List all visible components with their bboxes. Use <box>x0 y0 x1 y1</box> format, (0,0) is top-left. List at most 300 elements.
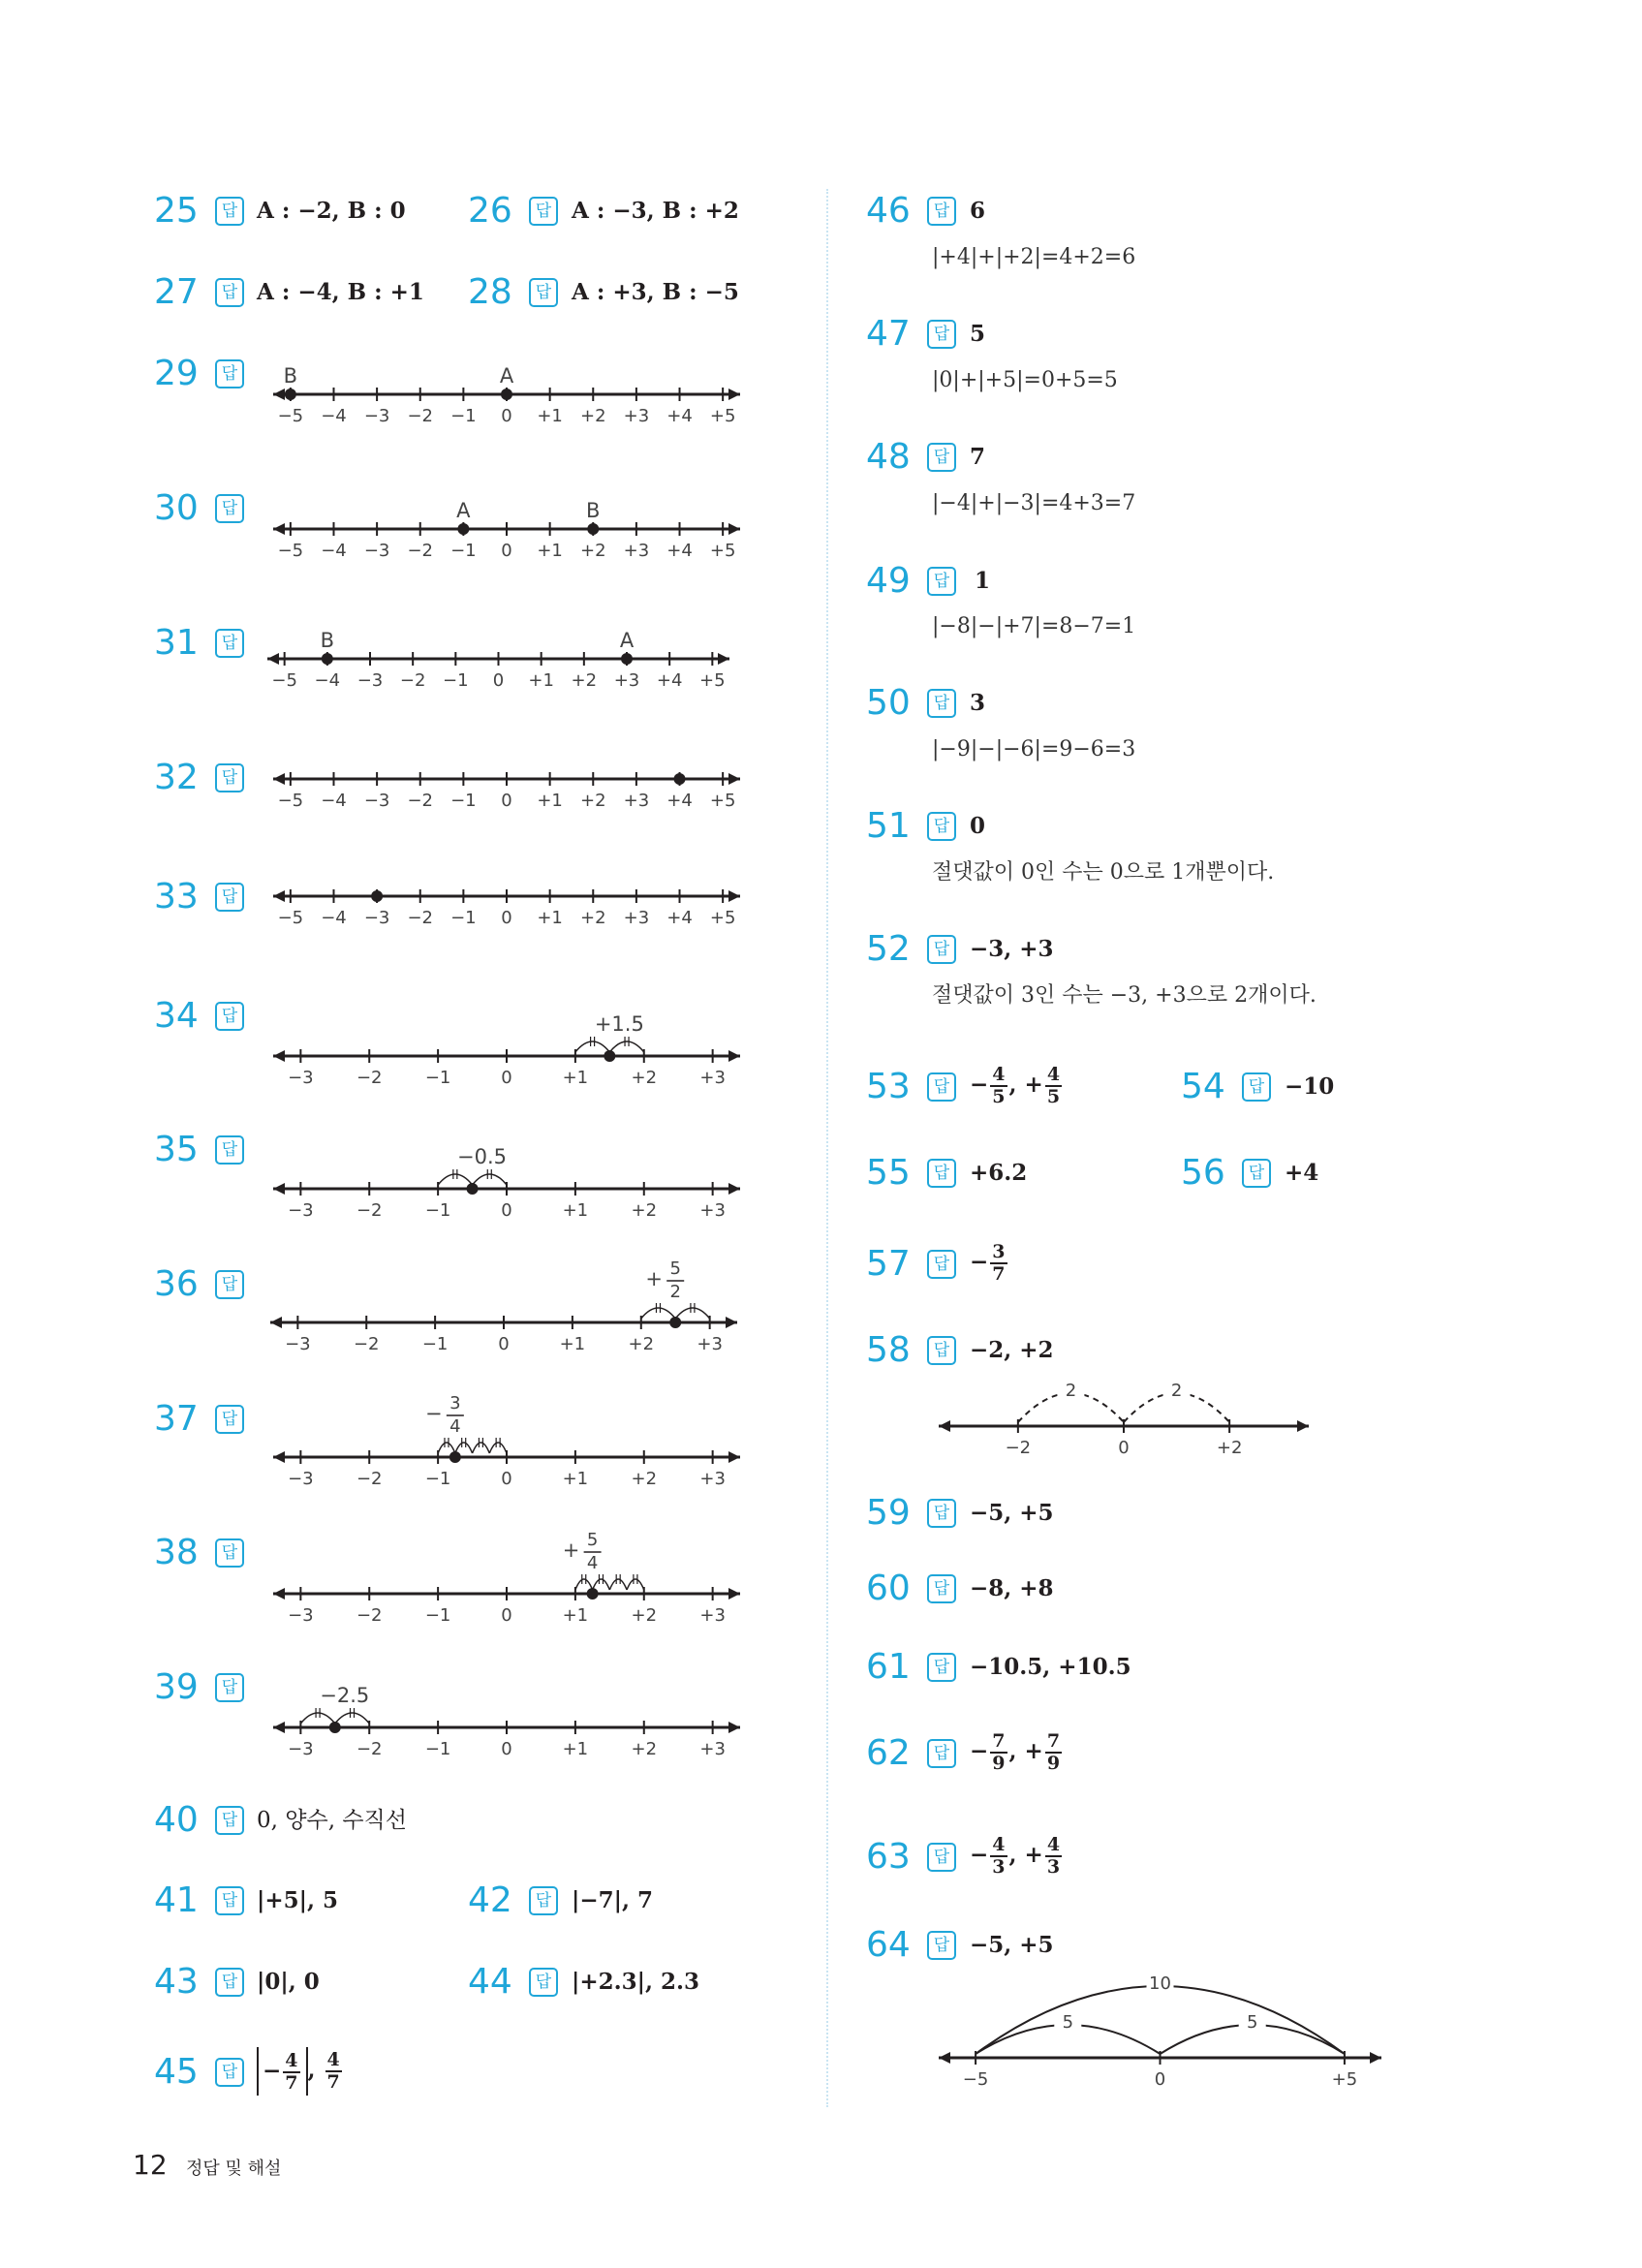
point-label: −2.5 <box>320 1684 370 1707</box>
point-label: B <box>283 364 298 388</box>
axis-arrow-left <box>273 1588 285 1600</box>
page-number: 12 <box>133 2149 168 2181</box>
axis-arrow-left <box>273 388 285 400</box>
answer-tag: 답 <box>927 1336 956 1365</box>
denominator: 9 <box>1046 1753 1061 1774</box>
tick-label: −3 <box>356 670 384 691</box>
answer-tag: 답 <box>215 1002 244 1031</box>
denominator: 5 <box>992 1086 1006 1107</box>
answer-text: 6 <box>970 198 986 224</box>
denominator: 3 <box>1046 1856 1061 1878</box>
problem-number: 32 <box>154 758 199 797</box>
tick-label: −2 <box>356 1469 383 1489</box>
point-dot <box>285 388 296 400</box>
answer-text: −10 <box>1285 1073 1335 1100</box>
answer-tag: 답 <box>927 812 956 841</box>
point-dot <box>604 1050 615 1062</box>
sign: + <box>1024 1738 1043 1764</box>
explanation: |0|+|+5|=0+5=5 <box>932 368 1118 392</box>
equal-part-arc <box>593 1579 610 1590</box>
problem-number: 42 <box>468 1880 512 1920</box>
tick-label: +2 <box>631 1200 658 1221</box>
tick-label: −1 <box>421 1334 449 1354</box>
problem-number: 55 <box>866 1153 911 1193</box>
equal-part-arc <box>575 1579 593 1590</box>
tick-label: +1 <box>537 541 563 561</box>
tick-label: +2 <box>579 908 606 928</box>
tick-label: 0 <box>501 406 512 426</box>
tick-label: +5 <box>709 791 736 811</box>
tick-label: +1 <box>537 908 563 928</box>
tick-label: −4 <box>321 908 347 928</box>
problem-number: 35 <box>154 1130 199 1169</box>
point-label: −0.5 <box>457 1145 508 1168</box>
tick-label: 0 <box>492 670 505 691</box>
point-label: B <box>586 499 601 522</box>
problem-number: 58 <box>866 1330 911 1370</box>
tick-label: +4 <box>666 791 693 811</box>
answer-text <box>970 1240 1009 1285</box>
tick-label: −5 <box>277 541 304 561</box>
tick-label: −3 <box>363 908 390 928</box>
tick-label: 0 <box>501 1068 512 1088</box>
tick-label: −1 <box>424 1739 451 1759</box>
tick-label: 0 <box>501 791 512 811</box>
tick-label: +2 <box>579 406 606 426</box>
point-label: B <box>320 629 335 652</box>
sign: − <box>263 2058 282 2084</box>
tick-label: +1 <box>562 1068 589 1088</box>
explanation: |+4|+|+2|=4+2=6 <box>932 245 1136 269</box>
tick-label: −2 <box>356 1739 383 1759</box>
problem-number: 31 <box>154 623 199 663</box>
tick-label: +2 <box>1216 1438 1243 1458</box>
problem-number: 64 <box>866 1925 911 1965</box>
sign: + <box>1024 1072 1043 1098</box>
sign: − <box>970 1249 989 1275</box>
tick-label: 0 <box>501 1605 512 1626</box>
number-line-64 <box>925 1973 1395 2102</box>
tick-label: −1 <box>450 406 477 426</box>
answer-tag: 답 <box>927 197 956 226</box>
sign: − <box>970 1072 989 1098</box>
arc-label: 2 <box>1170 1381 1183 1401</box>
problem-number: 50 <box>866 683 911 723</box>
number-line-33 <box>260 862 754 940</box>
problem-number: 47 <box>866 314 911 354</box>
tick-label: −5 <box>277 791 304 811</box>
answer-tag: 답 <box>215 1538 244 1568</box>
tick-label: +1 <box>562 1469 589 1489</box>
axis-arrow-right <box>728 388 740 400</box>
number-line-36 <box>257 1258 751 1356</box>
point-dot <box>449 1451 461 1463</box>
tick-label: −3 <box>363 541 390 561</box>
number-line-35 <box>260 1135 754 1221</box>
answer-tag: 답 <box>927 1653 956 1682</box>
point-dot <box>329 1722 341 1733</box>
answer-text: 7 <box>970 444 986 470</box>
number-line-31 <box>254 625 743 702</box>
answer-tag: 답 <box>927 320 956 349</box>
answer-tag: 답 <box>927 567 956 596</box>
tick-label: −1 <box>424 1068 451 1088</box>
answer-tag: 답 <box>529 1968 558 1997</box>
point-dot <box>587 523 599 535</box>
tick-label: −2 <box>356 1605 383 1626</box>
answer-text: −10.5, +10.5 <box>970 1654 1131 1680</box>
answer-tag: 답 <box>215 1886 244 1915</box>
point-label: +1.5 <box>594 1012 644 1036</box>
tick-label: +1 <box>562 1200 589 1221</box>
tick-label: 0 <box>1118 1438 1130 1458</box>
tick-label: +2 <box>628 1334 655 1354</box>
problem-number: 60 <box>866 1569 911 1608</box>
answer-text: −5, +5 <box>970 1932 1054 1958</box>
answer-tag: 답 <box>215 1968 244 1997</box>
tick-label: −5 <box>277 406 304 426</box>
answer-text: −3, +3 <box>970 936 1054 962</box>
tick-label: +3 <box>699 1469 726 1489</box>
point-label-numerator: 3 <box>449 1393 461 1414</box>
tick-label: −3 <box>288 1068 314 1088</box>
answer-text: A : −3, B : +2 <box>572 198 739 224</box>
answer-tag: 답 <box>215 883 244 912</box>
tick-label: −3 <box>288 1469 314 1489</box>
tick-label: +2 <box>579 791 606 811</box>
tick-label: +1 <box>562 1605 589 1626</box>
axis-arrow-left <box>270 1317 282 1328</box>
separator: , <box>307 2057 324 2083</box>
answer-text: 1 <box>975 568 991 594</box>
numerator: 3 <box>992 1241 1006 1262</box>
problem-number: 25 <box>154 191 199 231</box>
point-label-denominator: 2 <box>669 1282 681 1302</box>
tick-label: +2 <box>579 541 606 561</box>
explanation: |−9|−|−6|=9−6=3 <box>932 737 1136 761</box>
answer-tag: 답 <box>927 1931 956 1960</box>
answer-tag: 답 <box>215 359 244 388</box>
problem-number: 46 <box>866 191 911 231</box>
problem-number: 57 <box>866 1244 911 1284</box>
problem-number: 37 <box>154 1399 199 1439</box>
tick-label: −2 <box>356 1068 383 1088</box>
answer-tag: 답 <box>927 1072 956 1102</box>
tick-label: +3 <box>699 1068 726 1088</box>
tick-label: +3 <box>623 406 650 426</box>
tick-label: −1 <box>424 1469 451 1489</box>
answer-text <box>970 1729 1064 1774</box>
tick-label: +3 <box>623 908 650 928</box>
tick-label: −3 <box>285 1334 311 1354</box>
answer-tag: 답 <box>529 197 558 226</box>
tick-label: −2 <box>399 670 426 691</box>
answer-text: +6.2 <box>970 1160 1028 1186</box>
equal-part-arc <box>675 1308 709 1319</box>
point-dot <box>371 890 383 902</box>
problem-number: 49 <box>866 561 911 601</box>
tick-label: −3 <box>288 1200 314 1221</box>
tick-label: −4 <box>321 541 347 561</box>
tick-label: +1 <box>537 791 563 811</box>
tick-label: −2 <box>407 791 434 811</box>
denominator: 7 <box>992 1263 1006 1285</box>
fraction <box>1045 1731 1062 1774</box>
problem-number: 27 <box>154 272 199 312</box>
point-label: A <box>499 364 514 388</box>
problem-number: 56 <box>1181 1153 1225 1193</box>
answer-text <box>257 2046 344 2096</box>
explanation: |−4|+|−3|=4+3=7 <box>932 491 1136 515</box>
equal-part-arc <box>641 1308 675 1319</box>
answer-text: |−7|, 7 <box>572 1887 654 1913</box>
point-label: A <box>456 499 471 522</box>
point-dot <box>669 1317 681 1328</box>
answer-tag: 답 <box>215 278 244 307</box>
numerator: 4 <box>285 2050 298 2071</box>
denominator: 7 <box>326 2071 340 2093</box>
problem-number: 48 <box>866 437 911 477</box>
answer-tag: 답 <box>215 1135 244 1165</box>
denominator: 3 <box>992 1856 1006 1878</box>
problem-number: 62 <box>866 1733 911 1773</box>
tick-label: +1 <box>559 1334 586 1354</box>
fraction <box>283 2051 299 2094</box>
point-label-denominator: 4 <box>586 1553 599 1573</box>
point-dot <box>587 1588 599 1600</box>
answer-tag: 답 <box>927 1843 956 1872</box>
answer-tag: 답 <box>215 197 244 226</box>
tick-label: +3 <box>699 1605 726 1626</box>
equal-part-arc <box>455 1443 473 1453</box>
answer-tag: 답 <box>529 1886 558 1915</box>
axis-arrow-left <box>267 653 279 665</box>
fraction <box>1045 1065 1062 1107</box>
tick-label: 0 <box>501 908 512 928</box>
answer-text: 3 <box>970 690 986 716</box>
answer-tag: 답 <box>927 1739 956 1768</box>
answer-text <box>970 1833 1064 1878</box>
tick-label: +2 <box>631 1605 658 1626</box>
axis-arrow-right <box>1297 1420 1309 1432</box>
tick-label: −2 <box>353 1334 380 1354</box>
axis-arrow-right <box>728 1183 740 1195</box>
tick-label: +1 <box>537 406 563 426</box>
answer-text: +4 <box>1285 1160 1319 1186</box>
fraction <box>990 1835 1007 1878</box>
number-line-29 <box>260 360 754 438</box>
tick-label: −5 <box>277 908 304 928</box>
problem-number: 43 <box>154 1962 199 2002</box>
axis-arrow-left <box>939 1420 950 1432</box>
tick-label: −1 <box>424 1200 451 1221</box>
problem-number: 34 <box>154 996 199 1036</box>
equal-part-arc <box>609 1041 643 1052</box>
problem-number: 39 <box>154 1667 199 1707</box>
numerator: 4 <box>1046 1064 1061 1085</box>
point-label-sign: − <box>425 1402 443 1425</box>
answer-tag: 답 <box>927 1499 956 1528</box>
tick-label: −2 <box>407 908 434 928</box>
answer-text: 0 <box>970 813 986 839</box>
fraction <box>325 2050 342 2093</box>
answer-tag: 답 <box>215 494 244 523</box>
distance-arc <box>976 1986 1345 2054</box>
answer-tag: 답 <box>215 629 244 658</box>
axis-arrow-left <box>273 890 285 902</box>
axis-arrow-right <box>728 1451 740 1463</box>
number-line-34 <box>260 1003 754 1088</box>
number-line-37 <box>260 1393 754 1491</box>
separator: , <box>1008 1842 1025 1868</box>
tick-label: +3 <box>699 1739 726 1759</box>
tick-label: 0 <box>498 1334 510 1354</box>
problem-number: 41 <box>154 1880 199 1920</box>
tick-label: −3 <box>363 791 390 811</box>
point-dot <box>501 388 512 400</box>
problem-number: 40 <box>154 1800 199 1840</box>
tick-label: +5 <box>709 541 736 561</box>
answer-text: 0, 양수, 수직선 <box>257 1808 407 1833</box>
denominator: 5 <box>1046 1086 1061 1107</box>
answer-tag: 답 <box>927 935 956 964</box>
point-dot <box>674 773 686 785</box>
numerator: 4 <box>326 2049 340 2070</box>
equal-part-arc <box>438 1443 455 1453</box>
tick-label: +2 <box>631 1068 658 1088</box>
tick-label: 0 <box>501 1469 512 1489</box>
axis-arrow-right <box>728 1588 740 1600</box>
problem-number: 30 <box>154 488 199 528</box>
tick-label: −4 <box>321 406 347 426</box>
numerator: 4 <box>1046 1834 1061 1855</box>
problem-number: 63 <box>866 1837 911 1877</box>
problem-number: 54 <box>1181 1067 1225 1106</box>
tick-label: +5 <box>1331 2069 1358 2090</box>
arc-label: 10 <box>1149 1973 1171 1994</box>
answer-tag: 답 <box>1242 1072 1271 1102</box>
tick-label: −2 <box>407 541 434 561</box>
axis-arrow-right <box>728 1050 740 1062</box>
tick-label: +1 <box>528 670 554 691</box>
problem-number: 38 <box>154 1533 199 1572</box>
axis-arrow-right <box>728 890 740 902</box>
tick-label: +2 <box>631 1739 658 1759</box>
tick-label: −1 <box>450 541 477 561</box>
problem-number: 33 <box>154 877 199 917</box>
tick-label: +2 <box>571 670 598 691</box>
number-line-58 <box>925 1383 1322 1471</box>
arc-label: 2 <box>1065 1381 1077 1401</box>
equal-part-arc <box>609 1579 627 1590</box>
arc-label: 5 <box>1246 2012 1258 2033</box>
axis-arrow-left <box>273 1722 285 1733</box>
tick-label: +4 <box>656 670 683 691</box>
tick-label: −1 <box>450 791 477 811</box>
tick-label: −1 <box>450 908 477 928</box>
problem-number: 53 <box>866 1067 911 1106</box>
column-divider <box>826 189 828 2107</box>
problem-number: 45 <box>154 2052 199 2092</box>
point-dot <box>621 653 633 665</box>
axis-arrow-left <box>273 1050 285 1062</box>
fraction <box>1045 1835 1062 1878</box>
denominator: 9 <box>992 1753 1006 1774</box>
tick-label: −3 <box>288 1605 314 1626</box>
section-title: 정답 및 해설 <box>186 2159 282 2179</box>
tick-label: −4 <box>314 670 341 691</box>
problem-number: 36 <box>154 1264 199 1304</box>
numerator: 7 <box>1046 1730 1061 1752</box>
point-dot <box>322 653 333 665</box>
tick-label: 0 <box>501 1200 512 1221</box>
answer-text: |+2.3|, 2.3 <box>572 1969 700 1995</box>
tick-label: −2 <box>1005 1438 1032 1458</box>
tick-label: +4 <box>666 908 693 928</box>
tick-label: −1 <box>424 1605 451 1626</box>
point-label-numerator: 5 <box>586 1530 599 1550</box>
tick-label: −3 <box>288 1739 314 1759</box>
answer-text: |+5|, 5 <box>257 1887 339 1913</box>
tick-label: −2 <box>356 1200 383 1221</box>
axis-arrow-right <box>728 523 740 535</box>
point-label-numerator: 5 <box>669 1258 681 1279</box>
problem-number: 52 <box>866 929 911 969</box>
fraction <box>990 1242 1007 1285</box>
number-line-39 <box>260 1674 754 1759</box>
problem-number: 28 <box>468 272 512 312</box>
tick-label: +3 <box>699 1200 726 1221</box>
axis-arrow-left <box>939 2052 950 2064</box>
numerator: 7 <box>992 1730 1006 1752</box>
answer-tag: 답 <box>927 1159 956 1188</box>
tick-label: +2 <box>631 1469 658 1489</box>
answer-text: A : +3, B : −5 <box>572 279 739 305</box>
answer-tag: 답 <box>1242 1159 1271 1188</box>
axis-arrow-left <box>273 773 285 785</box>
problem-number: 29 <box>154 354 199 393</box>
equal-part-arc <box>489 1443 507 1453</box>
denominator: 7 <box>285 2072 298 2094</box>
point-label-sign: + <box>562 1538 580 1562</box>
tick-label: +5 <box>699 670 726 691</box>
answer-tag: 답 <box>529 278 558 307</box>
separator: , <box>1008 1072 1025 1098</box>
tick-label: +5 <box>709 908 736 928</box>
answer-tag: 답 <box>927 1250 956 1279</box>
answer-text <box>970 1063 1064 1107</box>
problem-number: 44 <box>468 1962 512 2002</box>
answer-tag: 답 <box>215 1405 244 1434</box>
equal-part-arc <box>575 1041 609 1052</box>
sign: − <box>970 1842 989 1868</box>
tick-label: −2 <box>407 406 434 426</box>
tick-label: +3 <box>697 1334 723 1354</box>
number-line-32 <box>260 745 754 823</box>
numerator: 4 <box>992 1834 1006 1855</box>
equal-part-arc <box>473 1443 490 1453</box>
answer-text: −8, +8 <box>970 1575 1054 1601</box>
axis-arrow-right <box>1370 2052 1381 2064</box>
equal-part-arc <box>300 1713 334 1724</box>
answer-tag: 답 <box>927 1574 956 1603</box>
equal-part-arc <box>335 1713 369 1724</box>
tick-label: +4 <box>666 541 693 561</box>
tick-label: −4 <box>321 791 347 811</box>
axis-arrow-right <box>728 773 740 785</box>
axis-arrow-left <box>273 1183 285 1195</box>
axis-arrow-right <box>726 1317 737 1328</box>
